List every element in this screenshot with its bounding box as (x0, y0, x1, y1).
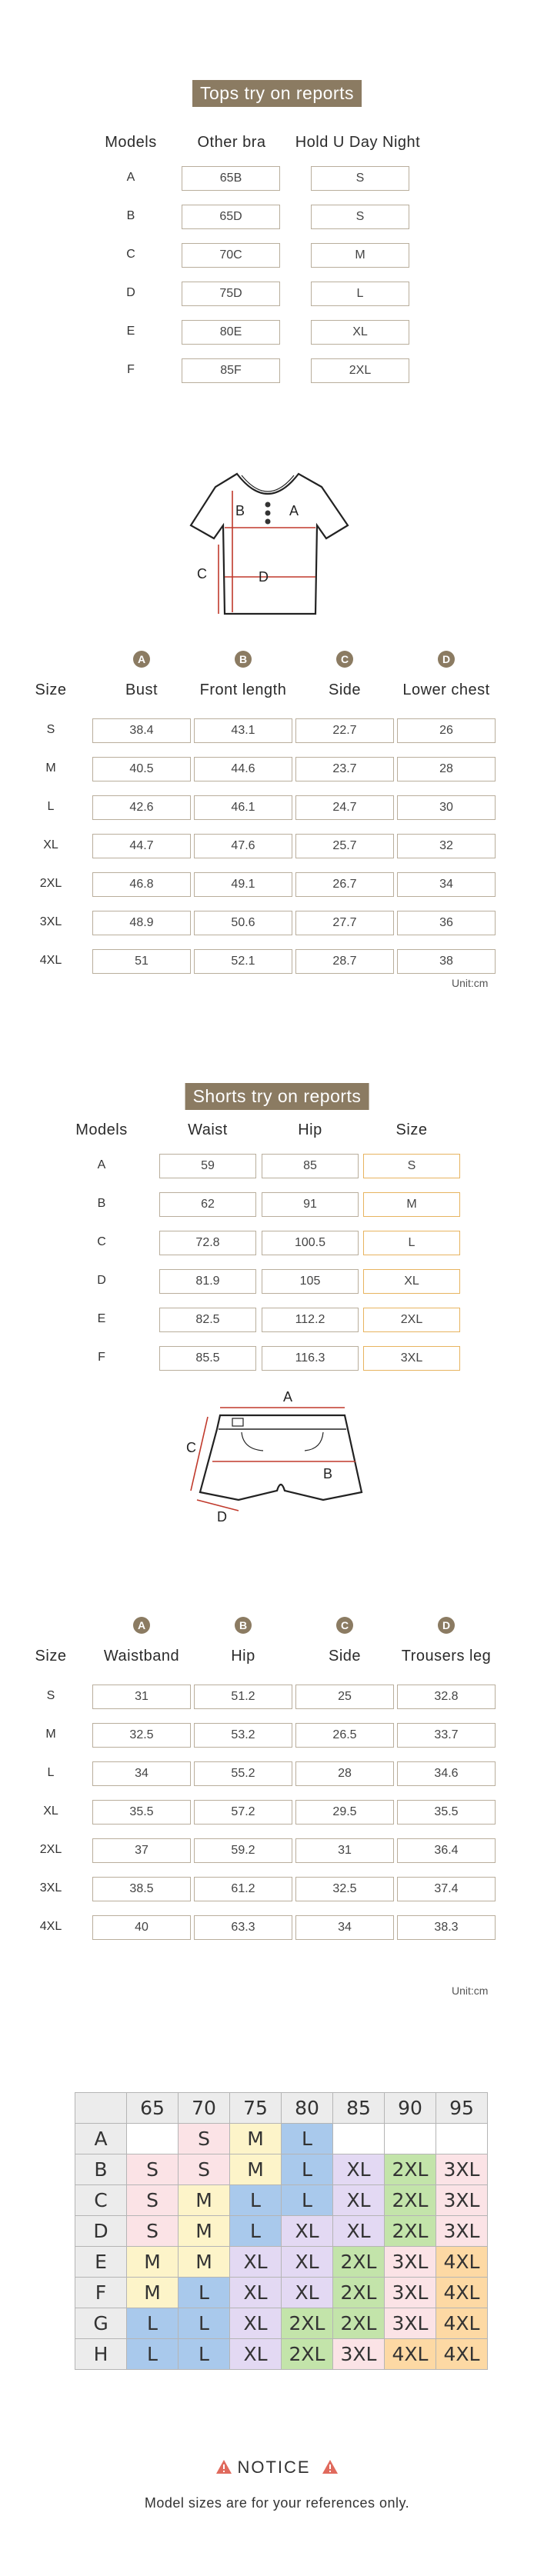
grid-cell: 3XL (436, 2154, 488, 2185)
top-button (265, 519, 271, 525)
grid-cell: 4XL (385, 2339, 436, 2370)
grid-row-header: C (75, 2185, 127, 2216)
size-label: 3XL (39, 1881, 62, 1895)
measure-marker: C (336, 651, 353, 668)
measure-value: 48.9 (92, 911, 191, 935)
model-label: D (97, 1274, 106, 1287)
hip-value: 112.2 (262, 1308, 359, 1332)
measure-value: 38 (397, 949, 496, 974)
measure-marker: B (235, 651, 252, 668)
grid-cell: 4XL (436, 2278, 488, 2308)
size-label: XL (43, 838, 58, 851)
size-label: S (46, 1689, 55, 1702)
grid-cell: 2XL (333, 2278, 385, 2308)
measure-value: 35.5 (92, 1800, 191, 1825)
size-value: 2XL (311, 358, 409, 383)
hip-value: 91 (262, 1192, 359, 1217)
measure-value: 52.1 (194, 949, 292, 974)
notice-text: Model sizes are for your references only. (144, 2495, 410, 2511)
measure-value: 57.2 (194, 1800, 292, 1825)
size-label: S (46, 723, 55, 736)
size-recommendation-grid (75, 2092, 488, 2370)
measure-value: 38.4 (92, 718, 191, 743)
measure-value: 51 (92, 949, 191, 974)
measure-value: 47.6 (194, 834, 292, 858)
warning-icon (322, 2459, 339, 2474)
grid-cell: 2XL (282, 2339, 333, 2370)
grid-row-header: F (75, 2278, 127, 2308)
hip-value: 100.5 (262, 1231, 359, 1255)
grid-cell: XL (282, 2216, 333, 2247)
grid-cell: 2XL (385, 2216, 436, 2247)
measure-value: 31 (295, 1838, 394, 1863)
size-value: XL (311, 320, 409, 345)
top-unit-label: Unit:cm (452, 977, 489, 989)
grid-cell: S (127, 2154, 179, 2185)
shorts-header-size: Size (395, 1121, 428, 1138)
grid-row (75, 2308, 488, 2339)
tops-header-size: Hold U Day Night (295, 134, 421, 151)
size-label: XL (43, 1805, 58, 1818)
grid-cell: S (179, 2154, 230, 2185)
model-label: E (126, 325, 135, 338)
grid-cell: XL (333, 2154, 385, 2185)
shorts-unit-label: Unit:cm (452, 1984, 489, 1997)
measure-value: 34 (397, 872, 496, 897)
measure-value: 22.7 (295, 718, 394, 743)
grid-cell: 3XL (333, 2339, 385, 2370)
grid-cell: L (179, 2339, 230, 2370)
grid-cell: XL (230, 2339, 282, 2370)
grid-cell: M (179, 2185, 230, 2216)
grid-cell: L (282, 2185, 333, 2216)
measure-value: 38.5 (92, 1877, 191, 1901)
other-bra-value: 65B (182, 166, 280, 191)
grid-cell: L (179, 2308, 230, 2339)
measure-value: 25 (295, 1685, 394, 1709)
size-value: S (363, 1154, 460, 1178)
grid-cell: L (230, 2216, 282, 2247)
other-bra-value: 70C (182, 243, 280, 268)
waist-value: 82.5 (159, 1308, 256, 1332)
grid-cell: L (127, 2339, 179, 2370)
measure-value: 29.5 (295, 1800, 394, 1825)
measure-value: 32 (397, 834, 496, 858)
grid-cell (436, 2124, 488, 2154)
grid-cell: S (127, 2216, 179, 2247)
grid-row (75, 2339, 488, 2370)
grid-cell: 3XL (385, 2278, 436, 2308)
grid-cell: 3XL (385, 2247, 436, 2278)
tops-header-other-bra: Other bra (197, 134, 266, 151)
grid-cell: M (179, 2216, 230, 2247)
grid-cell: XL (230, 2308, 282, 2339)
measure-value: 32.5 (92, 1723, 191, 1748)
waist-value: 81.9 (159, 1269, 256, 1294)
size-value: L (363, 1231, 460, 1255)
measure-value: 34 (295, 1915, 394, 1940)
grid-cell: 2XL (333, 2247, 385, 2278)
grid-cell: 2XL (385, 2154, 436, 2185)
measure-marker: D (438, 651, 455, 668)
grid-column-header: 90 (385, 2093, 436, 2124)
measure-marker: B (235, 1617, 252, 1634)
size-value: 2XL (363, 1308, 460, 1332)
measure-value: 32.5 (295, 1877, 394, 1901)
measure-value: 25.7 (295, 834, 394, 858)
measure-marker: A (133, 1617, 150, 1634)
model-label: B (97, 1197, 106, 1210)
grid-cell: 2XL (282, 2308, 333, 2339)
measure-value: 43.1 (194, 718, 292, 743)
measure-marker: D (438, 1617, 455, 1634)
grid-cell: M (127, 2247, 179, 2278)
diagram-label-a: A (289, 503, 299, 518)
measure-value: 63.3 (194, 1915, 292, 1940)
measure-value: 44.6 (194, 757, 292, 781)
size-value: S (311, 205, 409, 229)
diagram-label-d: D (259, 569, 269, 585)
other-bra-value: 75D (182, 282, 280, 306)
grid-row (75, 2185, 488, 2216)
shorts-outline (200, 1415, 362, 1500)
measure-header: Side (328, 1648, 362, 1665)
measure-header: Waistband (103, 1648, 180, 1665)
measure-value: 32.8 (397, 1685, 496, 1709)
grid-cell: L (282, 2154, 333, 2185)
grid-cell: XL (282, 2278, 333, 2308)
measure-value: 30 (397, 795, 496, 820)
top-button (265, 502, 271, 508)
model-label: C (126, 248, 135, 261)
grid-cell: L (230, 2185, 282, 2216)
measure-value: 51.2 (194, 1685, 292, 1709)
measure-header-size: Size (35, 681, 67, 698)
measure-value: 42.6 (92, 795, 191, 820)
measure-value: 34.6 (397, 1761, 496, 1786)
grid-cell (333, 2124, 385, 2154)
measure-value: 59.2 (194, 1838, 292, 1863)
measure-value: 36 (397, 911, 496, 935)
grid-column-header: 75 (230, 2093, 282, 2124)
top-button (265, 511, 271, 516)
diagram-label-c: C (186, 1440, 196, 1455)
model-label: C (97, 1235, 106, 1248)
grid-cell: M (230, 2124, 282, 2154)
waist-value: 62 (159, 1192, 256, 1217)
measure-value: 46.8 (92, 872, 191, 897)
waist-value: 59 (159, 1154, 256, 1178)
hip-value: 116.3 (262, 1346, 359, 1371)
notice-title: NOTICE (237, 2458, 311, 2477)
grid-column-header: 95 (436, 2093, 488, 2124)
grid-cell: 3XL (436, 2216, 488, 2247)
grid-cell: M (179, 2247, 230, 2278)
measure-marker: A (133, 651, 150, 668)
measure-value: 27.7 (295, 911, 394, 935)
diagram-label-d: D (217, 1509, 227, 1523)
measure-value: 26.5 (295, 1723, 394, 1748)
model-label: A (126, 171, 135, 184)
measure-value: 35.5 (397, 1800, 496, 1825)
shorts-header-models: Models (75, 1121, 128, 1138)
grid-cell: M (230, 2154, 282, 2185)
model-label: A (97, 1158, 106, 1171)
measure-value: 33.7 (397, 1723, 496, 1748)
grid-column-header: 80 (282, 2093, 333, 2124)
measure-value: 34 (92, 1761, 191, 1786)
diagram-label-c: C (197, 566, 207, 582)
measure-value: 26.7 (295, 872, 394, 897)
size-label: 2XL (39, 1843, 62, 1856)
measure-value: 50.6 (194, 911, 292, 935)
grid-cell: XL (230, 2278, 282, 2308)
other-bra-value: 80E (182, 320, 280, 345)
top-garment-diagram (185, 460, 354, 629)
model-label: D (126, 286, 135, 299)
waist-value: 72.8 (159, 1231, 256, 1255)
grid-cell: XL (333, 2185, 385, 2216)
diagram-label-a: A (283, 1389, 293, 1405)
size-value: 3XL (363, 1346, 460, 1371)
size-value: L (311, 282, 409, 306)
shorts-section-title: Shorts try on reports (185, 1083, 369, 1110)
grid-cell: 3XL (385, 2308, 436, 2339)
grid-cell (385, 2124, 436, 2154)
other-bra-value: 65D (182, 205, 280, 229)
grid-cell: S (179, 2124, 230, 2154)
grid-cell: 4XL (436, 2339, 488, 2370)
grid-column-header: 70 (179, 2093, 230, 2124)
measure-value: 44.7 (92, 834, 191, 858)
tops-section-title: Tops try on reports (192, 80, 362, 107)
shorts-diagram (169, 1385, 369, 1523)
grid-row-header: G (75, 2308, 127, 2339)
diagram-label-b: B (235, 503, 245, 518)
shorts-header-waist: Waist (188, 1121, 228, 1138)
measure-header: Trousers leg (401, 1648, 492, 1665)
grid-header-row (75, 2093, 488, 2124)
measure-value: 37.4 (397, 1877, 496, 1901)
measure-value: 28 (295, 1761, 394, 1786)
model-label: F (98, 1351, 105, 1364)
measure-value: 38.3 (397, 1915, 496, 1940)
top-outline (191, 474, 348, 614)
size-label: 2XL (39, 877, 62, 890)
size-value: XL (363, 1269, 460, 1294)
grid-cell: L (282, 2124, 333, 2154)
grid-cell: 3XL (436, 2185, 488, 2216)
grid-cell: M (127, 2278, 179, 2308)
size-label: 4XL (39, 1920, 62, 1933)
measure-header: Front length (199, 681, 287, 698)
grid-cell: XL (282, 2247, 333, 2278)
grid-cell (127, 2124, 179, 2154)
grid-column-header: 85 (333, 2093, 385, 2124)
grid-cell: 4XL (436, 2247, 488, 2278)
grid-row-header: E (75, 2247, 127, 2278)
measure-header: Lower chest (402, 681, 490, 698)
grid-corner (75, 2093, 127, 2124)
other-bra-value: 85F (182, 358, 280, 383)
grid-cell: 2XL (385, 2185, 436, 2216)
grid-cell: L (179, 2278, 230, 2308)
measure-value: 46.1 (194, 795, 292, 820)
measure-header: Side (328, 681, 362, 698)
measure-value: 28.7 (295, 949, 394, 974)
grid-row-header: D (75, 2216, 127, 2247)
measure-marker: C (336, 1617, 353, 1634)
model-label: B (126, 209, 135, 222)
notice-heading (0, 2458, 554, 2478)
grid-column-header: 65 (127, 2093, 179, 2124)
grid-cell: L (127, 2308, 179, 2339)
diagram-label-b: B (323, 1466, 333, 1481)
measure-value: 49.1 (194, 872, 292, 897)
warning-icon (215, 2459, 232, 2474)
size-value: M (363, 1192, 460, 1217)
measure-value: 36.4 (397, 1838, 496, 1863)
grid-row (75, 2124, 488, 2154)
hip-value: 85 (262, 1154, 359, 1178)
grid-cell: 2XL (333, 2308, 385, 2339)
size-label: L (47, 800, 55, 813)
size-label: 3XL (39, 915, 62, 928)
measure-header: Hip (231, 1648, 255, 1665)
model-label: E (97, 1312, 106, 1325)
measure-value: 23.7 (295, 757, 394, 781)
grid-row-header: H (75, 2339, 127, 2370)
measure-value: 37 (92, 1838, 191, 1863)
measure-header: Bust (125, 681, 159, 698)
grid-row (75, 2154, 488, 2185)
measure-value: 61.2 (194, 1877, 292, 1901)
size-value: S (311, 166, 409, 191)
grid-cell: S (127, 2185, 179, 2216)
grid-cell: 4XL (436, 2308, 488, 2339)
tops-header-models: Models (105, 134, 157, 151)
grid-cell: XL (333, 2216, 385, 2247)
measure-value: 40 (92, 1915, 191, 1940)
grid-cell: XL (230, 2247, 282, 2278)
measure-value: 55.2 (194, 1761, 292, 1786)
model-label: F (127, 363, 135, 376)
grid-row (75, 2216, 488, 2247)
grid-row (75, 2247, 488, 2278)
shorts-header-hip: Hip (298, 1121, 322, 1138)
measure-value: 31 (92, 1685, 191, 1709)
grid-row (75, 2278, 488, 2308)
grid-row-header: B (75, 2154, 127, 2185)
waist-value: 85.5 (159, 1346, 256, 1371)
hip-value: 105 (262, 1269, 359, 1294)
size-label: 4XL (39, 954, 62, 967)
measure-value: 28 (397, 757, 496, 781)
size-label: M (45, 761, 56, 775)
measure-value: 40.5 (92, 757, 191, 781)
measure-value: 53.2 (194, 1723, 292, 1748)
measure-value: 24.7 (295, 795, 394, 820)
size-label: M (45, 1728, 56, 1741)
size-label: L (47, 1766, 55, 1779)
grid-row-header: A (75, 2124, 127, 2154)
measure-header-size: Size (35, 1648, 67, 1665)
size-value: M (311, 243, 409, 268)
measure-value: 26 (397, 718, 496, 743)
